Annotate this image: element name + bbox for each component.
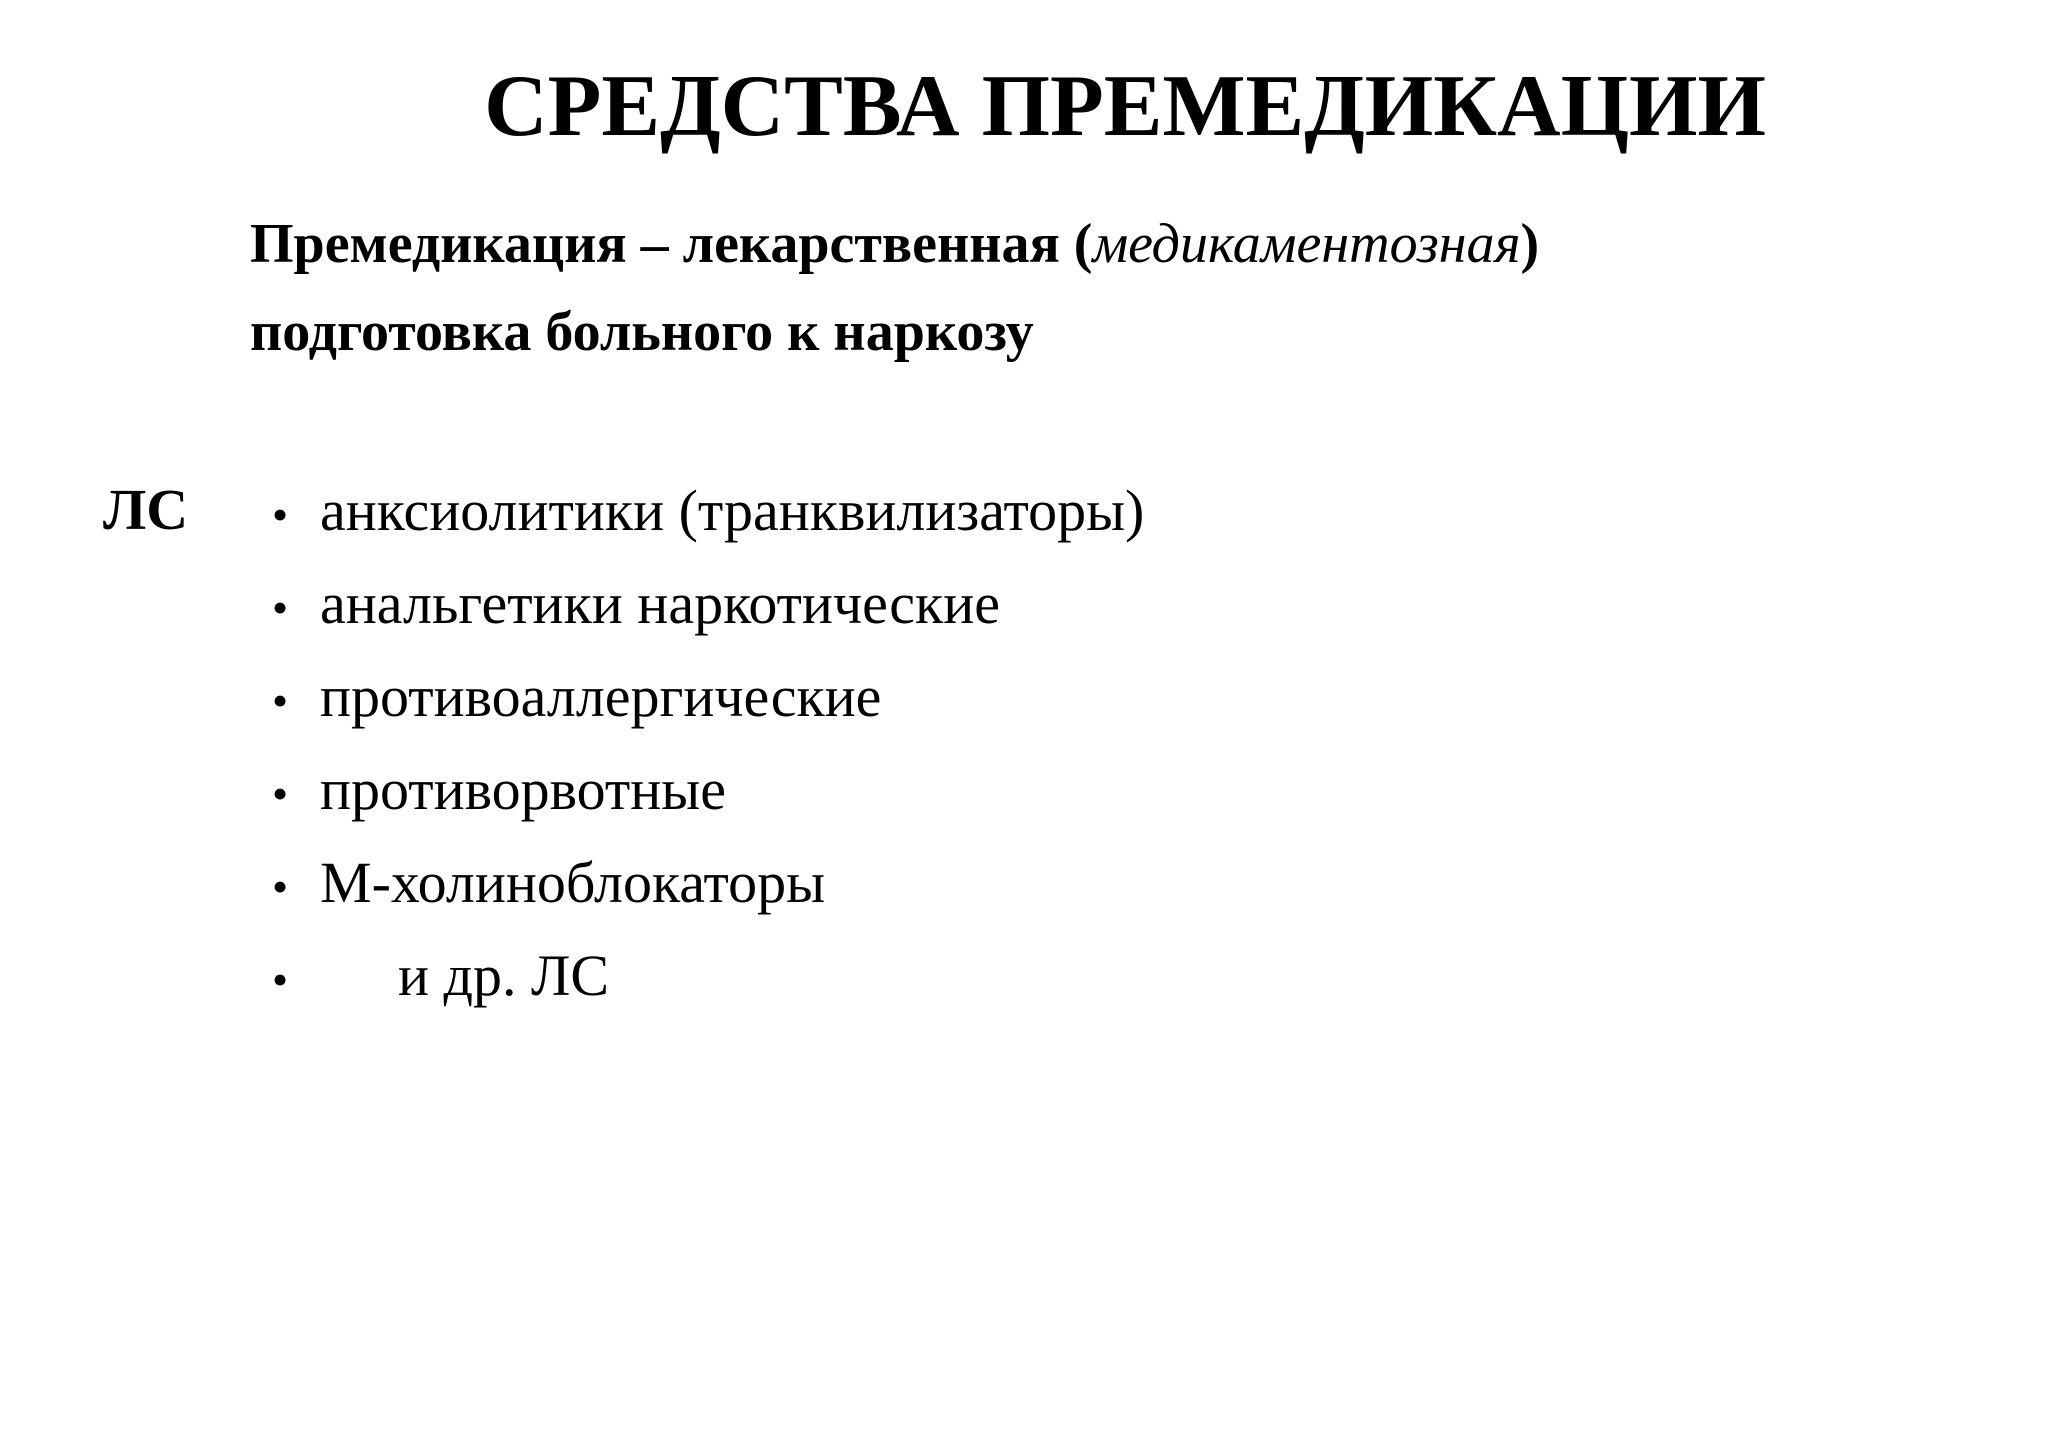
list-item [240, 559, 1144, 652]
list-item-label: анальгетики наркотические [320, 571, 1000, 636]
list-item [240, 745, 1144, 838]
slide-title: СРЕДСТВА ПРЕМЕДИКАЦИИ [484, 58, 1766, 155]
drug-class-list [240, 466, 1144, 1024]
bullet-icon: • [271, 675, 289, 726]
definition-block [250, 200, 1539, 376]
bullet-icon: • [271, 861, 289, 912]
list-item [240, 652, 1144, 745]
ls-label: ЛС [103, 477, 189, 542]
list-item-label: противорвотные [320, 757, 726, 822]
definition-term: Премедикация – лекарственная ( [250, 213, 1093, 275]
bullet-icon: • [271, 582, 289, 633]
list-item [240, 838, 1144, 931]
bullet-icon: • [271, 768, 289, 819]
list-item-label: и др. ЛС [398, 943, 610, 1008]
list-item-label: противоаллергические [320, 664, 882, 729]
bullet-icon: • [271, 489, 289, 540]
list-item-label: М-холиноблокаторы [320, 850, 826, 915]
bullet-icon: • [271, 954, 289, 1005]
definition-line-2: подготовка больного к наркозу [250, 301, 1034, 363]
list-item [240, 931, 1144, 1024]
definition-line-1 [250, 200, 1539, 288]
definition-italic: медикаментозная [1092, 213, 1521, 275]
definition-term-close: ) [1520, 213, 1540, 275]
list-item-label: анксиолитики (транквилизаторы) [320, 478, 1145, 543]
list-item [240, 466, 1144, 559]
